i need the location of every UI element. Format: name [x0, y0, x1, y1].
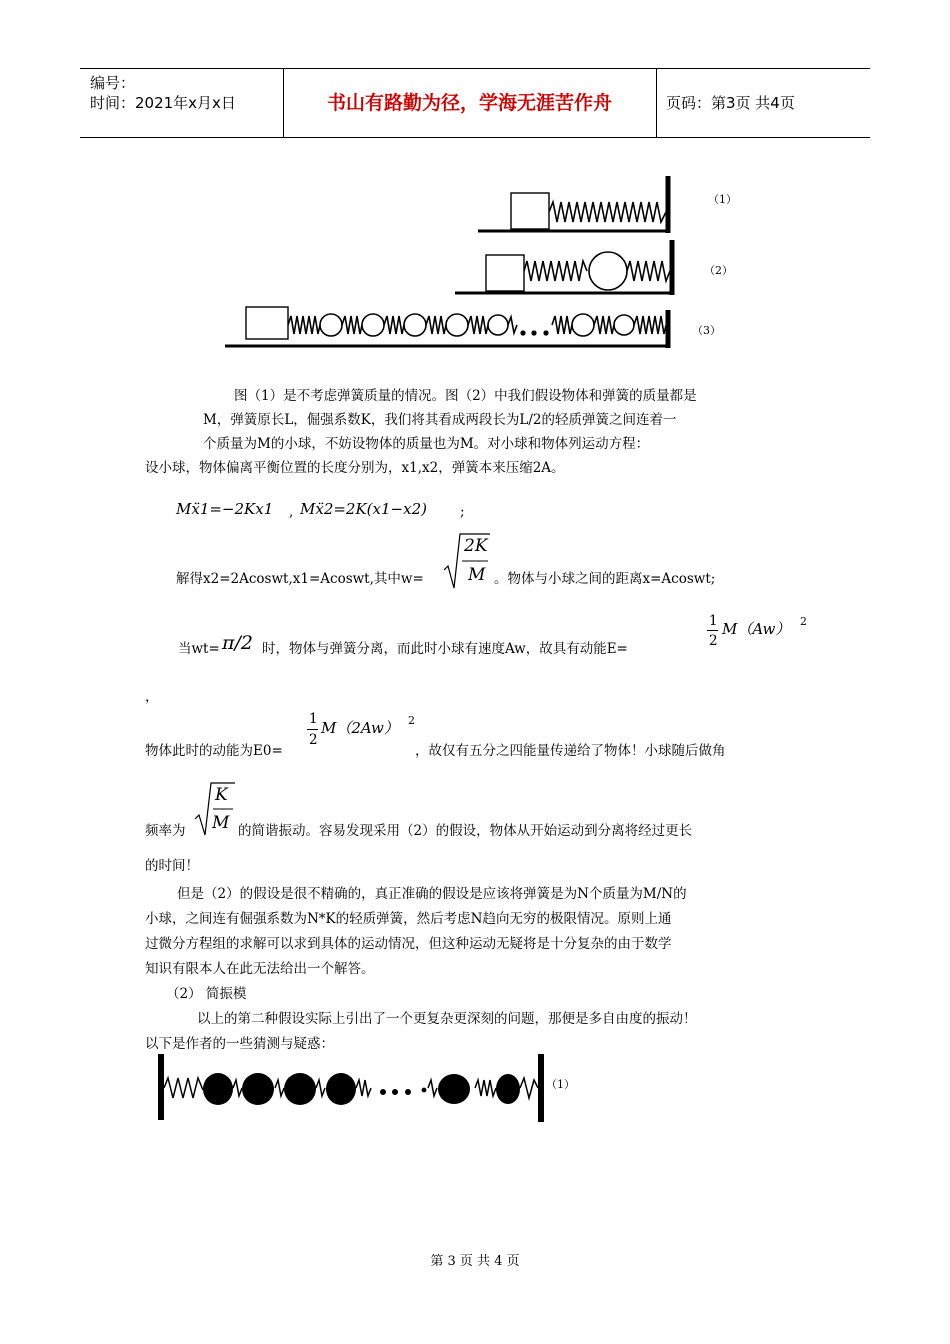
kinetic-energy-expr: M（2Aw）: [321, 719, 399, 737]
sqrt-denominator: M: [468, 565, 486, 585]
freq-suffix: 的简谐振动。容易发现采用（2）的假设，物体从开始运动到分离将经过更长: [238, 823, 693, 839]
paragraph-line: 过微分方程组的求解可以求到具体的运动情况，但这种运动无疑将是十分复杂的由于数学: [145, 936, 672, 952]
fraction-bar: [307, 729, 318, 730]
sqrt-denominator: M: [212, 813, 230, 833]
fraction-numerator: 1: [309, 711, 318, 727]
paragraph-line: 以下是作者的一些猜测与疑惑：: [145, 1036, 334, 1052]
spring-mass-figure: [0, 0, 950, 360]
freq-prefix: 频率为: [145, 823, 186, 839]
solution-prefix: 解得x2=2Acoswt,x1=Acoswt,其中w=: [176, 571, 424, 587]
exponent: 2: [800, 615, 807, 628]
section-heading: （2） 简振模: [166, 986, 247, 1002]
paragraph-line: 知识有限本人在此无法给出一个解答。: [145, 961, 375, 977]
exponent: 2: [408, 714, 415, 727]
fraction-bar: [707, 630, 718, 631]
e0-suffix: ，故仅有五分之四能量传递给了物体！小球随后做角: [415, 743, 726, 759]
time-label: 时间：2021年x月x日: [90, 94, 236, 112]
fraction-denominator: 2: [709, 633, 718, 649]
equation-separator: ,: [289, 504, 294, 520]
page-number-label: 页码：第3页 共4页: [666, 94, 795, 112]
figure-label-bottom: （1）: [546, 1078, 575, 1091]
header-motto: 书山有路勤为径，学海无涯苦作舟: [326, 92, 612, 114]
paragraph-line: 以上的第二种假设实际上引出了一个更复杂更深刻的问题，那便是多自由度的振动！: [197, 1011, 697, 1027]
solution-suffix: 。物体与小球之间的距离x=Acoswt;: [494, 571, 716, 587]
number-label: 编号：: [90, 74, 136, 92]
paragraph-line: ，: [145, 689, 159, 705]
figure-label-1: （1）: [708, 193, 737, 206]
when-prefix: 当wt=: [178, 641, 220, 657]
paragraph-line: 的时间！: [145, 858, 199, 874]
figure-label-2: （2）: [704, 264, 733, 277]
kinetic-energy-expr: M（Aw）: [722, 620, 791, 638]
pi-half: π/2: [222, 632, 253, 654]
paragraph-line: 图（1）是不考虑弹簧质量的情况。图（2）中我们假设物体和弹簧的质量都是: [234, 388, 697, 404]
fraction-denominator: 2: [309, 732, 318, 748]
equation-1: Mẍ1=−2Kx1: [176, 500, 274, 518]
sqrt-numerator: 2K: [464, 536, 488, 556]
paragraph-line: 设小球，物体偏离平衡位置的长度分别为，x1,x2，弹簧本来压缩2A。: [145, 460, 565, 476]
paragraph-line: 小球，之间连有倔强系数为N*K的轻质弹簧，然后考虑N趋向无穷的极限情况。原则上通: [145, 911, 672, 927]
figure-label-3: （3）: [692, 324, 721, 337]
paragraph-line: 但是（2）的假设是很不精确的，真正准确的假设是应该将弹簧是为N个质量为M/N的: [177, 886, 687, 902]
when-text: 时，物体与弹簧分离，而此时小球有速度Aw，故具有动能E=: [262, 641, 628, 657]
equation-end: ;: [460, 504, 465, 520]
e0-prefix: 物体此时的动能为E0=: [145, 743, 283, 759]
sqrt-numerator: K: [215, 785, 228, 805]
paragraph-line: 个质量为M的小球，不妨设物体的质量也为M。对小球和物体列运动方程：: [203, 436, 650, 452]
paragraph-line: M，弹簧原长L，倔强系数K，我们将其看成两段长为L/2的轻质弹簧之间连着一: [203, 412, 677, 428]
equation-2: Mẍ2=2K(x1−x2): [300, 500, 427, 518]
page-footer: 第 3 页 共 4 页: [430, 1254, 520, 1269]
coupled-oscillator-figure: [0, 1050, 950, 1150]
fraction-numerator: 1: [709, 613, 718, 629]
